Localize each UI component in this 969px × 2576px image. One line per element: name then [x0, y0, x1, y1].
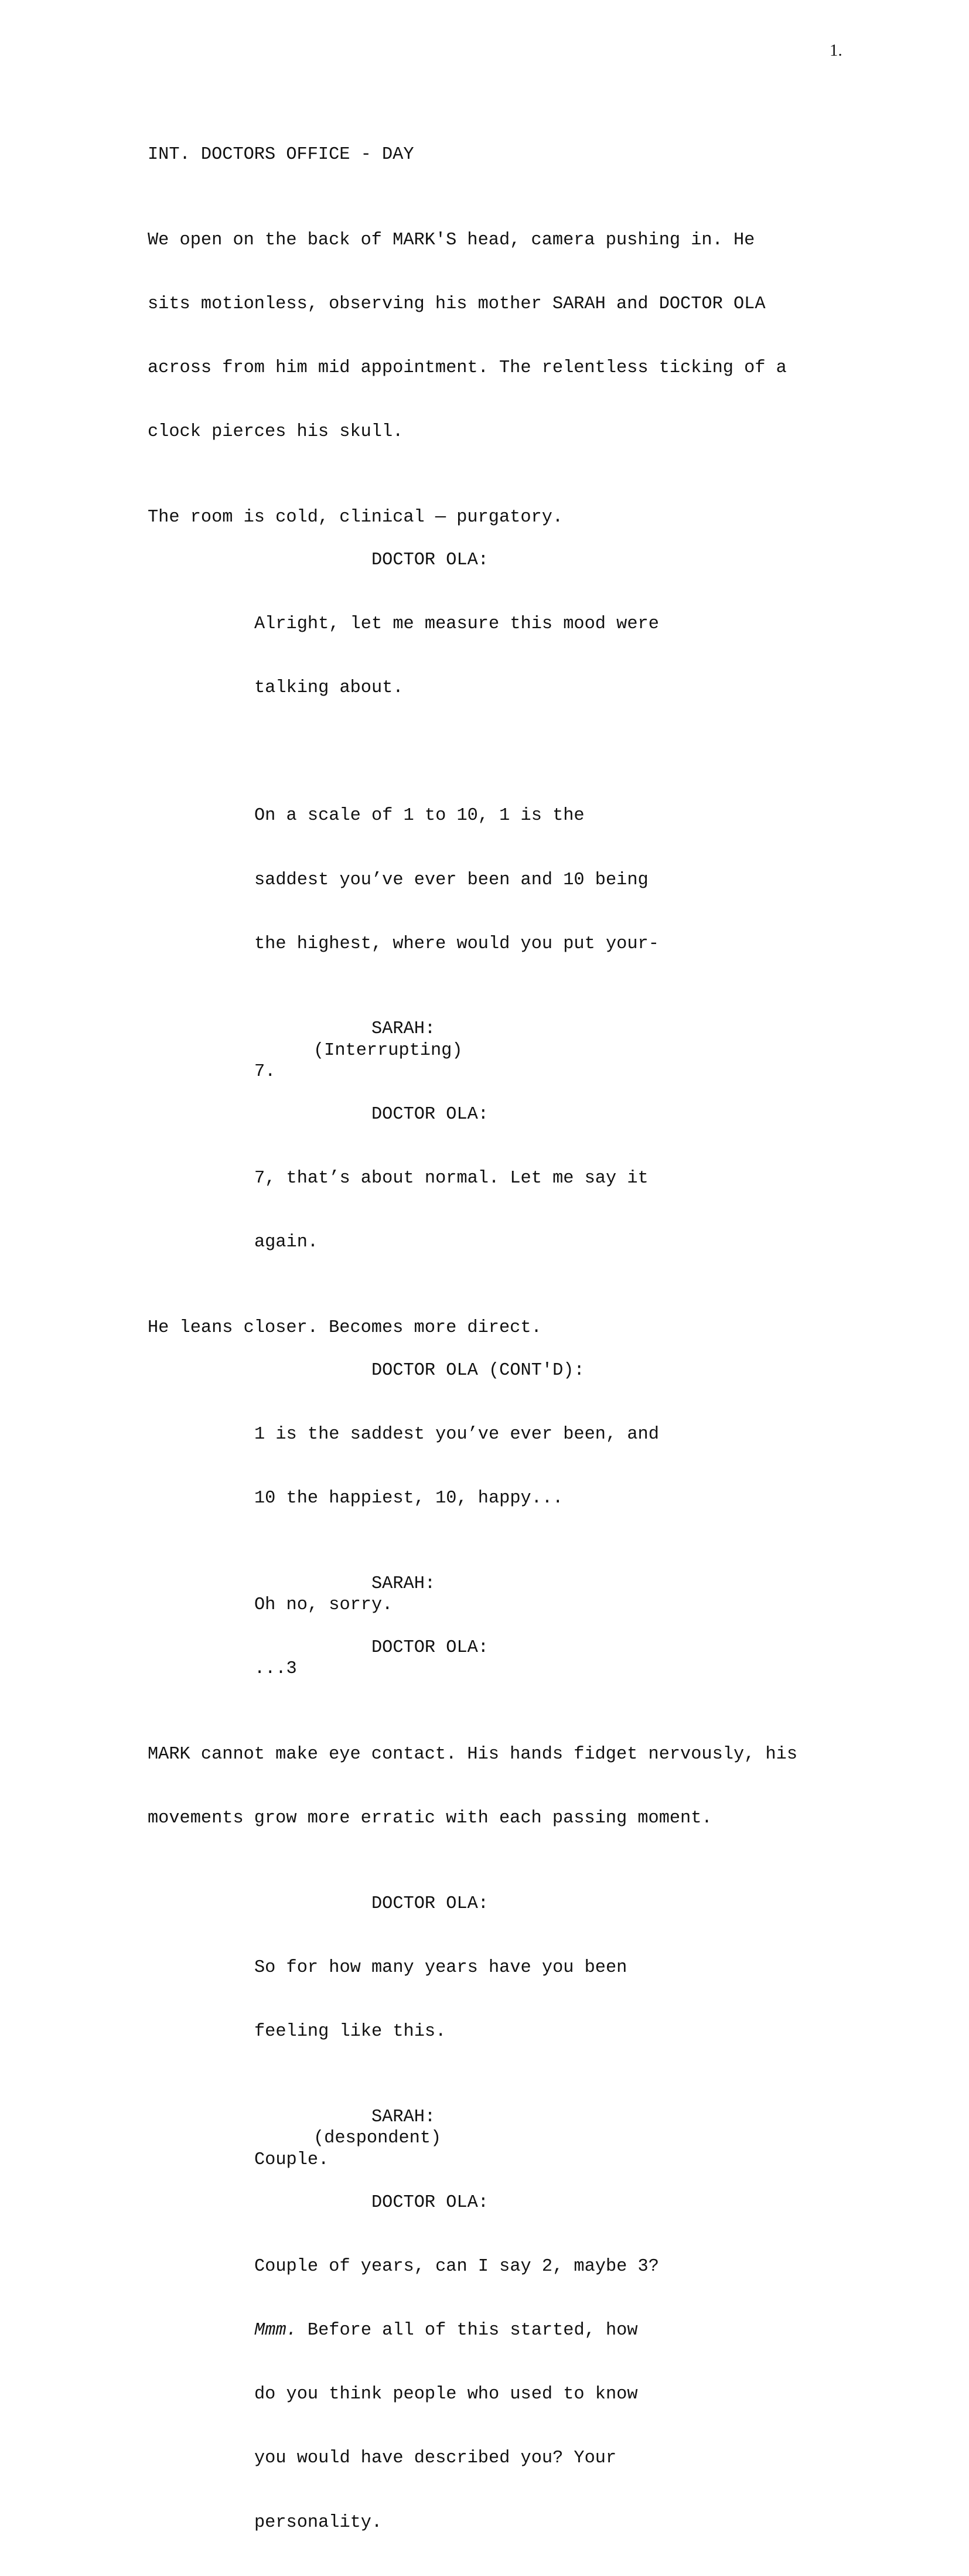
dialogue [254, 763, 880, 997]
action-paragraph [148, 1701, 880, 1872]
parenthetical: (despondent) [313, 2128, 442, 2149]
dialogue-line: feeling like this. [254, 2022, 446, 2042]
parenthetical: (Interrupting) [313, 1040, 463, 1061]
dialogue-line [254, 2320, 880, 2341]
action-line: clock pierces his skull. [148, 422, 404, 442]
dialogue [254, 1381, 880, 1552]
character-cue: DOCTOR OLA: [371, 1105, 489, 1125]
action-paragraph: He leans closer. Becomes more direct. [148, 1318, 542, 1338]
action-line: MARK cannot make eye contact. His hands fidget nervously, his [148, 1744, 798, 1765]
dialogue-line: saddest you’ve ever been and 10 being [254, 870, 649, 890]
dialogue-line: Couple of years, can I say 2, maybe 3? [254, 2256, 659, 2277]
dialogue: Oh no, sorry. [254, 1595, 393, 1616]
character-cue: SARAH: [371, 1573, 436, 1594]
page-number: 1. [830, 41, 842, 60]
character-cue: DOCTOR OLA: [371, 1893, 489, 1914]
dialogue-line: again. [254, 1232, 319, 1253]
italic-interjection: Mmm. [254, 2320, 297, 2340]
dialogue-line: On a scale of 1 to 10, 1 is the [254, 806, 585, 826]
dialogue [254, 2213, 880, 2576]
action-line: across from him mid appointment. The relentless ticking of a [148, 358, 787, 379]
dialogue-line: Alright, let me measure this mood were [254, 614, 659, 634]
dialogue-line: 7, that’s about normal. Let me say it [254, 1168, 649, 1189]
action-paragraph [148, 187, 880, 486]
dialogue-line: do you think people who used to know [254, 2384, 638, 2405]
dialogue-line: 1 is the saddest you’ve ever been, and [254, 1425, 659, 1445]
dialogue: Couple. [254, 2149, 329, 2170]
dialogue-line: the highest, where would you put your- [254, 933, 659, 954]
action-paragraph: The room is cold, clinical — purgatory. [148, 507, 564, 527]
dialogue-line: you would have described you? Your [254, 2448, 617, 2469]
dialogue-line: personality. [254, 2512, 383, 2533]
dialogue [254, 571, 880, 741]
dialogue-line: talking about. [254, 678, 404, 698]
action-line: We open on the back of MARK'S head, camera pushing in. He [148, 230, 755, 250]
dialogue: ...3 [254, 1659, 297, 1679]
dialogue [254, 1914, 880, 2085]
action-line: movements grow more erratic with each passing moment. [148, 1808, 712, 1829]
dialogue-line: 10 the happiest, 10, happy... [254, 1488, 564, 1509]
dialogue-fragment: Before all of this started, how [296, 2320, 638, 2340]
dialogue: 7. [254, 1062, 276, 1082]
screenplay-body [148, 144, 880, 2576]
character-cue: DOCTOR OLA (CONT'D): [371, 1360, 585, 1381]
character-cue: DOCTOR OLA: [371, 550, 489, 570]
character-cue: SARAH: [371, 2107, 436, 2127]
character-cue: SARAH: [371, 1019, 436, 1040]
scene-heading: INT. DOCTORS OFFICE - DAY [148, 145, 414, 165]
dialogue [254, 1125, 880, 1296]
character-cue: DOCTOR OLA: [371, 2192, 489, 2213]
dialogue-line: So for how many years have you been [254, 1958, 627, 1978]
character-cue: DOCTOR OLA: [371, 1638, 489, 1658]
action-line: sits motionless, observing his mother SARAH and DOCTOR OLA [148, 294, 766, 314]
